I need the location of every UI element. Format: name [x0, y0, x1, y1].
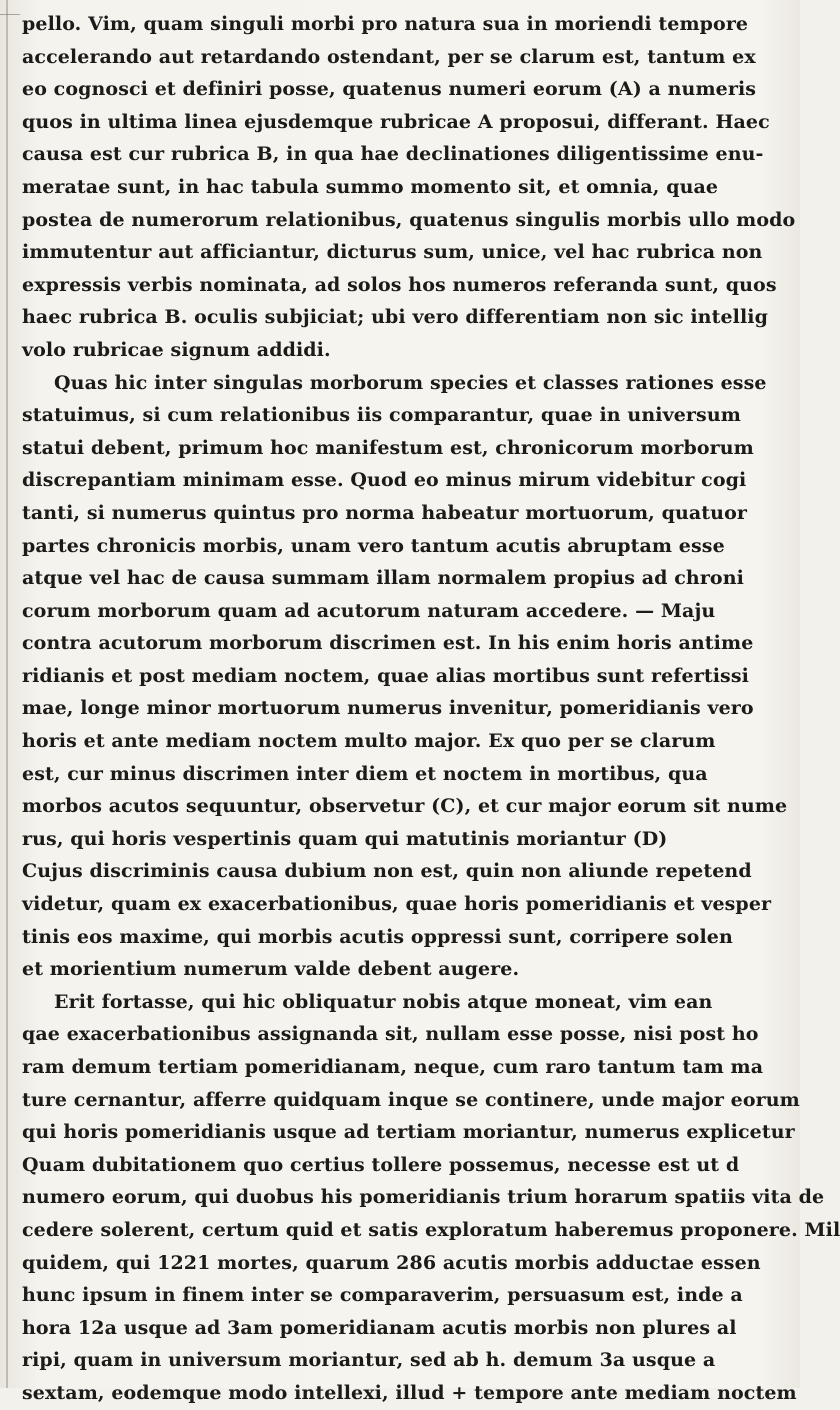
text-line: videtur, quam ex exacerbationibus, quae horis pomeridianis et vesper — [22, 893, 772, 916]
body-text — [22, 8, 840, 1404]
text-line: est, cur minus discrimen inter diem et noctem in mortibus, qua — [22, 762, 708, 785]
text-line: volo rubricae signum addidi. — [22, 338, 331, 361]
text-line: causa est cur rubrica B, in qua hae declinationes diligentissime enu- — [22, 143, 764, 166]
page-binding-edge — [6, 0, 8, 1388]
text-line: sextam, eodemque modo intellexi, illud + tempore ante mediam noctem — [22, 1381, 797, 1404]
text-line: expressis verbis nominata, ad solos hos numeros referanda sunt, quos — [22, 273, 777, 296]
text-line: numero eorum, qui duobus his pomeridianis trium horarum spatiis vita de — [22, 1186, 825, 1209]
text-line: morbos acutos sequuntur, observetur (C), et cur major eorum sit nume — [22, 795, 788, 818]
text-line: mae, longe minor mortuorum numerus invenitur, pomeridianis vero — [22, 697, 754, 720]
text-line: haec rubrica B. oculis subjiciat; ubi vero differentiam non sic intellig — [22, 306, 768, 329]
text-line: hora 12a usque ad 3am pomeridianam acutis morbis non plures al — [22, 1316, 737, 1339]
text-line: qui horis pomeridianis usque ad tertiam moriantur, numerus explicetur — [22, 1121, 795, 1144]
text-line: Quas hic inter singulas morborum species et classes rationes esse — [54, 371, 767, 394]
text-line: atque vel hac de causa summam illam normalem propius ad chroni — [22, 567, 744, 590]
text-line: qae exacerbationibus assignanda sit, nullam esse posse, nisi post ho — [22, 1023, 759, 1046]
text-line: ram demum tertiam pomeridianam, neque, cum raro tantum tam ma — [22, 1056, 764, 1078]
text-line: Cujus discriminis causa dubium non est, quin non aliunde repetend — [22, 860, 752, 883]
text-line: tinis eos maxime, qui morbis acutis oppressi sunt, corripere solen — [22, 925, 733, 948]
text-line: ridianis et post mediam noctem, quae alias mortibus sunt refertissi — [22, 664, 749, 687]
text-line: hunc ipsum in finem inter se comparaverim, persuasum est, inde a — [22, 1284, 743, 1307]
text-line: quidem, qui 1221 mortes, quarum 286 acutis morbis adductae essen — [22, 1251, 761, 1274]
text-line: statui debent, primum hoc manifestum est, chronicorum morborum — [22, 436, 754, 459]
text-line: meratae sunt, in hac tabula summo momento sit, et omnia, quae — [22, 175, 719, 198]
text-line: tanti, si numerus quintus pro norma habeatur mortuorum, quatuor — [22, 501, 747, 524]
text-line: quos in ultima linea ejusdemque rubricae A proposui, differant. Haec — [22, 110, 770, 133]
text-line: Quam dubitationem quo certius tollere possemus, necesse est ut d — [22, 1153, 740, 1176]
corner-mark — [0, 0, 20, 15]
text-line: horis et ante mediam noctem multo major. Ex quo per se clarum — [22, 730, 716, 753]
text-line: cedere solerent, certum quid et satis exploratum haberemus proponere. Mil — [22, 1218, 840, 1241]
text-line: ripi, quam in universum moriantur, sed ab h. demum 3a usque a — [22, 1349, 716, 1372]
text-line: eo cognosci et definiri posse, quatenus numeri eorum (A) a numeris — [22, 78, 757, 101]
text-line: rus, qui horis vespertinis quam qui matutinis moriantur (D) — [22, 827, 668, 850]
text-line: ture cernantur, afferre quidquam inque se continere, unde major eorum — [22, 1088, 800, 1111]
text-line: postea de numerorum relationibus, quatenus singulis morbis ullo modo — [22, 208, 796, 231]
text-line: corum morborum quam ad acutorum naturam accedere. — Maju — [22, 599, 716, 622]
text-line: discrepantiam minimam esse. Quod eo minus mirum videbitur cogi — [22, 469, 747, 492]
text-line: et morientium numerum valde debent augere. — [22, 958, 520, 981]
text-line: accelerando aut retardando ostendant, per se clarum est, tantum ex — [22, 45, 756, 68]
text-line: pello. Vim, quam singuli morbi pro natura sua in moriendi tempore — [22, 13, 749, 35]
text-line: Erit fortasse, qui hic obliquatur nobis atque moneat, vim ean — [54, 990, 713, 1013]
text-line: statuimus, si cum relationibus iis comparantur, quae in universum — [22, 404, 741, 427]
text-line: partes chronicis morbis, unam vero tantum acutis abruptam esse — [22, 534, 725, 557]
text-line: contra acutorum morborum discrimen est. In his enim horis antime — [22, 632, 754, 655]
text-line: immutentur aut afficiantur, dicturus sum, unice, vel hac rubrica non — [22, 241, 763, 264]
